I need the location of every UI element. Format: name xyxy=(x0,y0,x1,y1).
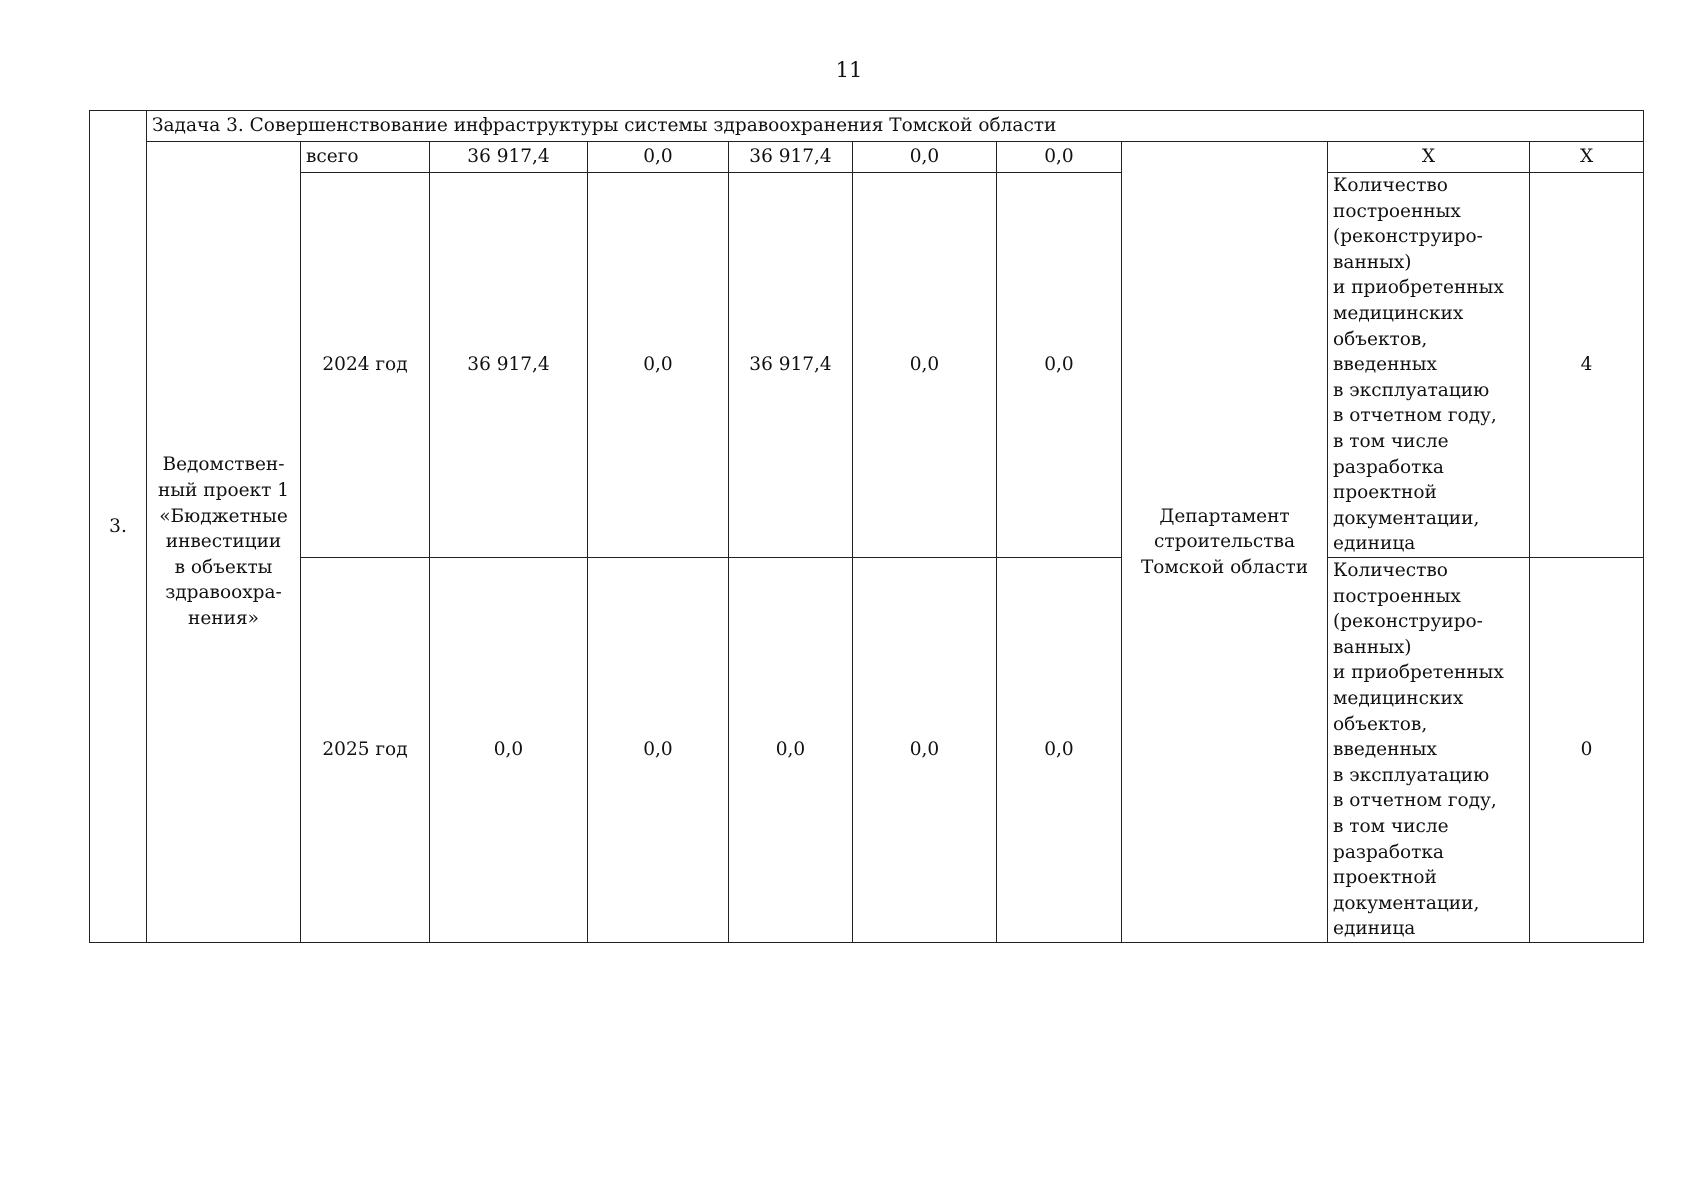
project-name-cell xyxy=(147,142,301,943)
indicator-line: медицинских xyxy=(1333,303,1464,325)
indicator-line: построенных xyxy=(1333,200,1461,222)
year-value-cell: 0,0 xyxy=(853,558,997,943)
indicator-value-cell: 0 xyxy=(1530,558,1644,943)
total-value-cell: 36 917,4 xyxy=(430,142,588,173)
responsible-line: Томской области xyxy=(1140,556,1309,578)
year-value-cell: 0,0 xyxy=(997,173,1122,558)
indicator-line: разработка xyxy=(1333,841,1444,863)
indicator-line: введенных xyxy=(1333,739,1437,761)
total-indicator-cell: Х xyxy=(1328,142,1530,173)
year-row-2024 xyxy=(90,173,1644,558)
project-name-line: ный проект 1 xyxy=(158,480,289,502)
responsible-line: Департамент xyxy=(1159,505,1290,527)
total-period-cell: всего xyxy=(301,142,430,173)
indicator-line: документации, xyxy=(1333,507,1480,529)
program-table xyxy=(89,110,1644,943)
indicator-line: в том числе xyxy=(1333,430,1449,452)
indicator-line: ванных) xyxy=(1333,251,1412,273)
indicator-line: (реконструиро- xyxy=(1333,226,1483,248)
project-name-line: здравоохра- xyxy=(165,582,282,604)
indicator-line: ванных) xyxy=(1333,636,1412,658)
indicator-line: в эксплуатацию xyxy=(1333,764,1490,786)
year-value-cell: 0,0 xyxy=(588,173,729,558)
project-name-line: «Бюджетные xyxy=(159,505,288,527)
total-value-cell: 0,0 xyxy=(997,142,1122,173)
project-name-line: Ведомствен- xyxy=(162,454,285,476)
project-name-line: инвестиции xyxy=(165,531,282,553)
task-title-cell: Задача 3. Совершенствование инфраструктуры системы здравоохранения Томской области xyxy=(147,111,1644,142)
year-period-cell: 2024 год xyxy=(301,173,430,558)
indicator-line: проектной xyxy=(1333,867,1437,889)
responsible-line: строительства xyxy=(1154,531,1295,553)
indicator-line: построенных xyxy=(1333,585,1461,607)
indicator-value-cell: 4 xyxy=(1530,173,1644,558)
indicator-line: и приобретенных xyxy=(1333,277,1504,299)
project-name-line: нения» xyxy=(188,607,259,629)
year-value-cell: 36 917,4 xyxy=(729,173,853,558)
indicator-line: в отчетном году, xyxy=(1333,790,1497,812)
indicator-line: введенных xyxy=(1333,354,1437,376)
indicator-line: документации, xyxy=(1333,892,1480,914)
task-row xyxy=(90,111,1644,142)
indicator-line: в эксплуатацию xyxy=(1333,379,1490,401)
indicator-line: медицинских xyxy=(1333,688,1464,710)
year-period-cell: 2025 год xyxy=(301,558,430,943)
year-value-cell: 36 917,4 xyxy=(430,173,588,558)
total-row xyxy=(90,142,1644,173)
indicator-line: объектов, xyxy=(1333,713,1428,735)
indicator-line: единица xyxy=(1333,918,1416,940)
indicator-line: и приобретенных xyxy=(1333,662,1504,684)
responsible-cell xyxy=(1122,142,1328,943)
indicator-line: проектной xyxy=(1333,482,1437,504)
indicator-line: Количество xyxy=(1333,560,1448,582)
year-value-cell: 0,0 xyxy=(430,558,588,943)
year-row-2025 xyxy=(90,558,1644,943)
indicator-cell xyxy=(1328,558,1530,943)
indicator-line: в отчетном году, xyxy=(1333,405,1497,427)
total-value-cell: 0,0 xyxy=(588,142,729,173)
year-value-cell: 0,0 xyxy=(729,558,853,943)
page-number: 11 xyxy=(835,58,863,82)
indicator-line: разработка xyxy=(1333,456,1444,478)
year-value-cell: 0,0 xyxy=(588,558,729,943)
total-value-cell: 0,0 xyxy=(853,142,997,173)
total-value-cell: 36 917,4 xyxy=(729,142,853,173)
indicator-cell xyxy=(1328,173,1530,558)
year-value-cell: 0,0 xyxy=(997,558,1122,943)
row-number-cell: 3. xyxy=(90,111,147,943)
project-name-line: в объекты xyxy=(174,556,273,578)
indicator-line: Количество xyxy=(1333,175,1448,197)
indicator-line: (реконструиро- xyxy=(1333,611,1483,633)
total-indicator-value-cell: Х xyxy=(1530,142,1644,173)
indicator-line: единица xyxy=(1333,533,1416,555)
indicator-line: объектов, xyxy=(1333,328,1428,350)
year-value-cell: 0,0 xyxy=(853,173,997,558)
indicator-line: в том числе xyxy=(1333,815,1449,837)
